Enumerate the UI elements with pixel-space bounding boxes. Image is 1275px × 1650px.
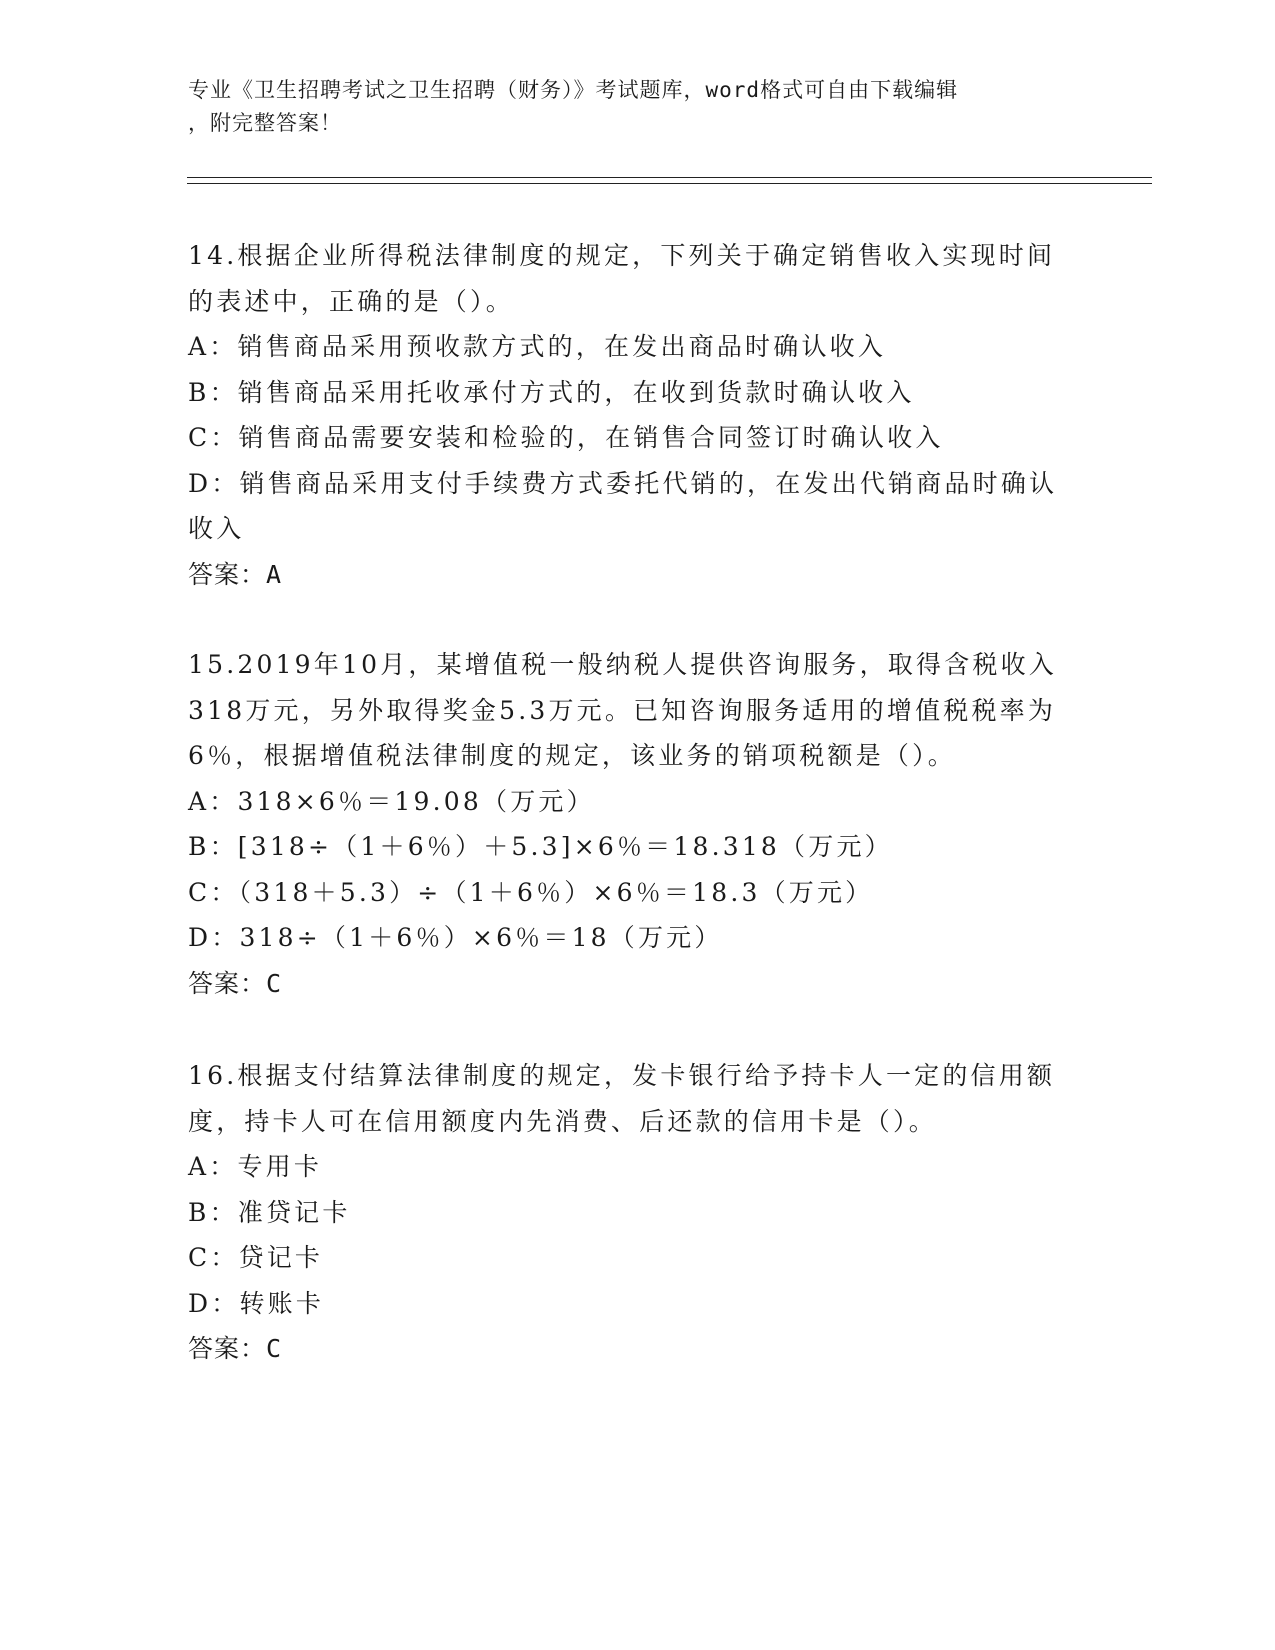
option-c: C：销售商品需要安装和检验的，在销售合同签订时确认收入	[188, 423, 944, 452]
header-line-1: 专业《卫生招聘考试之卫生招聘（财务）》考试题库，word格式可自由下载编辑	[188, 78, 959, 102]
option-c: C：贷记卡	[188, 1243, 324, 1272]
answer-line: 答案：C	[188, 1334, 283, 1363]
option-d: D：销售商品采用支付手续费方式委托代销的，在发出代销商品时确认	[188, 468, 1058, 498]
question-stem-line: 15.2019年10月，某增值税一般纳税人提供咨询服务，取得含税收入	[188, 650, 1057, 679]
question-15	[188, 642, 1088, 1006]
option-d: D：转账卡	[188, 1288, 325, 1318]
option-b: B：[318÷（1＋6％）＋5.3]×6％＝18.318（万元）	[188, 832, 893, 861]
document-header	[188, 74, 1088, 140]
question-14	[188, 233, 1088, 597]
question-stem-line: 16.根据支付结算法律制度的规定，发卡银行给予持卡人一定的信用额	[188, 1061, 1056, 1090]
question-stem-line: 6％，根据增值税法律制度的规定，该业务的销项税额是（）。	[188, 741, 957, 770]
question-stem-line: 度，持卡人可在信用额度内先消费、后还款的信用卡是（）。	[188, 1106, 937, 1136]
question-16	[188, 1053, 1088, 1372]
option-a: A：专用卡	[188, 1152, 323, 1181]
option-b: B：销售商品采用托收承付方式的，在收到货款时确认收入	[188, 377, 915, 407]
option-d-continuation: 收入	[188, 514, 245, 543]
header-divider-top	[187, 177, 1152, 178]
option-b: B：准贷记卡	[188, 1197, 351, 1227]
question-stem-line: 14.根据企业所得税法律制度的规定，下列关于确定销售收入实现时间	[188, 241, 1056, 270]
answer-line: 答案：C	[188, 968, 283, 998]
option-d: D：318÷（1＋6％）×6％＝18（万元）	[188, 923, 723, 952]
question-stem-line: 318万元，另外取得奖金5.3万元。已知咨询服务适用的增值税税率为	[188, 695, 1057, 725]
option-c: C：（318＋5.3）÷（1＋6％）×6％＝18.3（万元）	[188, 877, 874, 907]
header-line-2: ，附完整答案！	[188, 111, 342, 135]
option-a: A：318×6％＝19.08（万元）	[188, 786, 595, 816]
question-stem-line: 的表述中，正确的是（）。	[188, 286, 514, 316]
header-divider-bottom	[187, 183, 1152, 184]
option-a: A：销售商品采用预收款方式的，在发出商品时确认收入	[188, 332, 887, 361]
answer-line: 答案：A	[188, 559, 283, 589]
